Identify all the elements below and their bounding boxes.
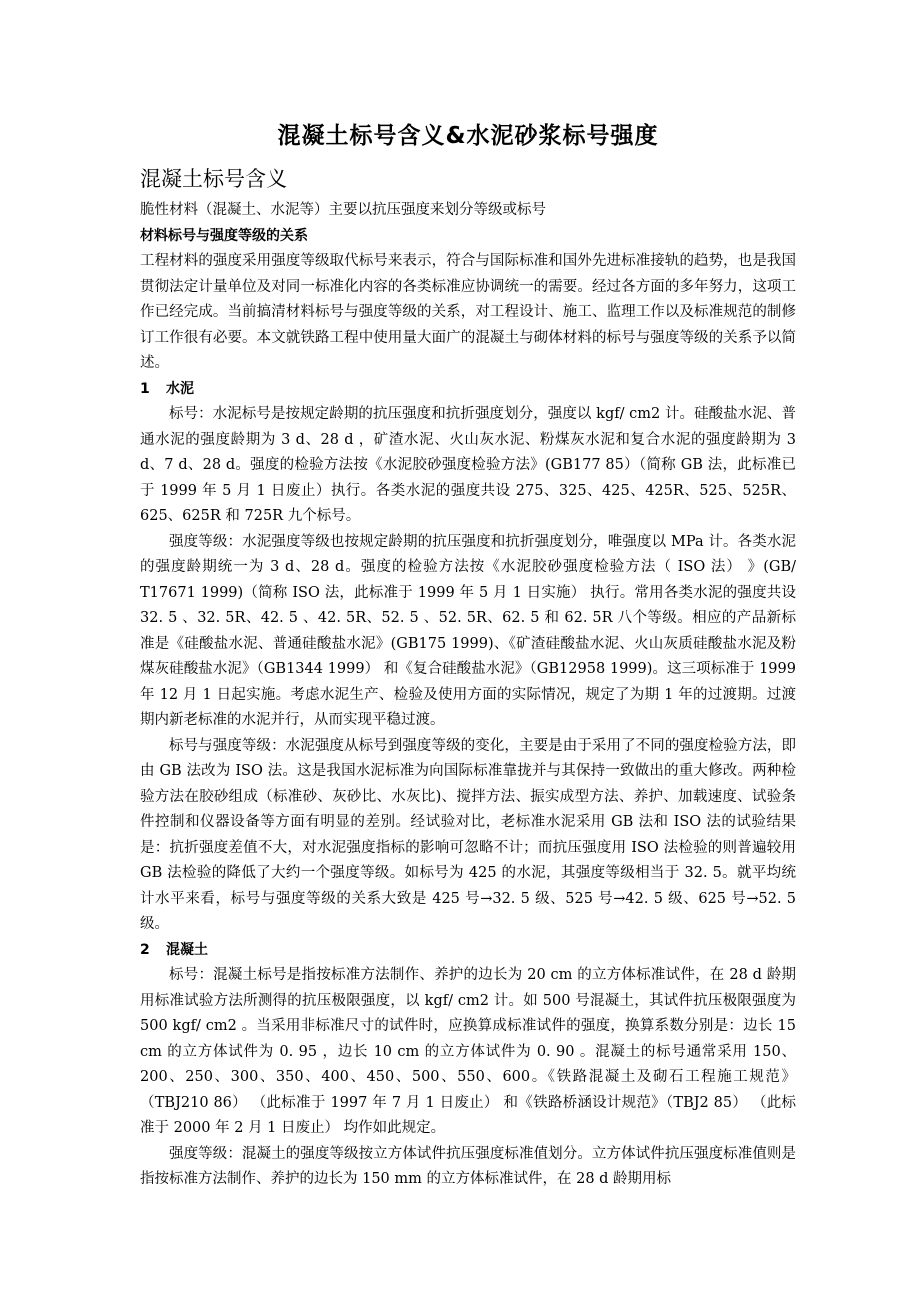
cement-relation-paragraph: 标号与强度等级：水泥强度从标号到强度等级的变化，主要是由于采用了不同的强度检验方法，即由 GB 法改为 ISO 法。这是我国水泥标准为向国际标准靠拢并与其保持一致做出的重大修改。两种检验方法在胶砂组成（标准砂、灰砂比、水灰比)、搅拌方法、振实成型方法、养护、加载速度、试验条件控制和仪器设备等方面有明显的差别。经试验对比，老标准水泥采用 GB 法和 ISO 法的试验结果是：抗折强度差值不大，对水泥强度指标的影响可忽略不计；而抗压强度用 ISO 法检验的则普遍较用 GB 法检验的降低了大约一个强度等级。如标号为 425 的水泥，其强度等级相当于 32. 5。就平均统计水平来看，标号与强度等级的关系大致是 425 号→32. 5 级、525 号→42. 5 级、625 号→52. 5 级。 [140, 737, 796, 932]
relation-paragraph: 工程材料的强度采用强度等级取代标号来表示，符合与国际标准和国外先进标准接轨的趋势，也是我国贯彻法定计量单位及对同一标准化内容的各类标准应协调统一的需要。经过各方面的多年努力，这项工作已经完成。当前搞清材料标号与强度等级的关系，对工程设计、施工、监理工作以及标准规范的制修订工作很有必要。本文就铁路工程中使用量大面广的混凝土与砌体材料的标号与强度等级的关系予以简述。 [140, 253, 796, 371]
document-title: 混凝土标号含义&水泥砂浆标号强度 [277, 123, 659, 149]
section-heading: 混凝土标号含义 [140, 167, 287, 191]
cement-strength-paragraph: 强度等级：水泥强度等级也按规定龄期的抗压强度和抗折强度划分，唯强度以 MPa 计。各类水泥的强度龄期统一为 3 d、28 d。强度的检验方法按《水泥胶砂强度检验方法（ ISO 法） 》(GB/ T17671 1999)（简称 ISO 法，此标准于 1999 年 5 月 1 日实施） 执行。常用各类水泥的强度共设 32. 5 、32. 5R、42. 5 、42. 5R、52. 5 、52. 5R、62. 5 和 62. 5R 八个等级。相应的产品新标准是《硅酸盐水泥、普通硅酸盐水泥》(GB175 1999)、《矿渣硅酸盐水泥、火山灰质硅酸盐水泥及粉煤灰硅酸盐水泥》（GB1344 1999） 和《复合硅酸盐水泥》（GB12958 1999)。这三项标准于 1999 年 12 月 1 日起实施。考虑水泥生产、检验及使用方面的实际情况，规定了为期 1 年的过渡期。过渡期内新老标准的水泥并行，从而实现平稳过渡。 [140, 533, 796, 728]
concrete-heading [140, 938, 796, 964]
document-page [140, 118, 796, 1193]
cement-heading [140, 377, 796, 403]
concrete-heading-number: 2 [140, 941, 150, 958]
cement-grade-paragraph: 标号：水泥标号是按规定龄期的抗压强度和抗折强度划分，强度以 kgf/ cm2 计。硅酸盐水泥、普通水泥的强度龄期为 3 d、28 d ，矿渣水泥、火山灰水泥、粉煤灰水泥和复合水泥的强度龄期为 3 d、7 d、28 d。强度的检验方法按《水泥胶砂强度检验方法》(GB177 85）（简称 GB 法，此标准已于 1999 年 5 月 1 日废止）执行。各类水泥的强度共设 275、325、425、425R、525、525R、625、625R 和 725R 九个标号。 [140, 406, 796, 524]
concrete-grade-paragraph: 标号：混凝土标号是指按标准方法制作、养护的边长为 20 cm 的立方体标准试件，在 28 d 龄期用标准试验方法所测得的抗压极限强度，以 kgf/ cm2 计。如 500 号混凝土，其试件抗压极限强度为 500 kgf/ cm2 。当采用非标准尺寸的试件时，应换算成标准试件的强度，换算系数分别是：边长 15 cm 的立方体试件为 0. 95 ，边长 10 cm 的立方体试件为 0. 90 。混凝土的标号通常采用 150、200、250、300、350、400、450、500、550、600。《铁路混凝土及砌石工程施工规范》（TBJ210 86） （此标准于 1997 年 7 月 1 日废止） 和《铁路桥涵设计规范》（TBJ2 85） （此标准于 2000 年 2 月 1 日废止） 均作如此规定。 [140, 967, 796, 1136]
concrete-heading-text: 混凝土 [166, 941, 208, 958]
relation-heading: 材料标号与强度等级的关系 [140, 227, 308, 244]
intro-text: 脆性材料（混凝土、水泥等）主要以抗压强度来划分等级或标号 [140, 202, 546, 218]
cement-heading-text: 水泥 [166, 380, 194, 397]
concrete-strength-paragraph: 强度等级：混凝土的强度等级按立方体试件抗压强度标准值划分。立方体试件抗压强度标准值则是指按标准方法制作、养护的边长为 150 mm 的立方体标准试件，在 28 d 龄期用标 [140, 1145, 796, 1187]
cement-heading-number: 1 [140, 380, 150, 397]
